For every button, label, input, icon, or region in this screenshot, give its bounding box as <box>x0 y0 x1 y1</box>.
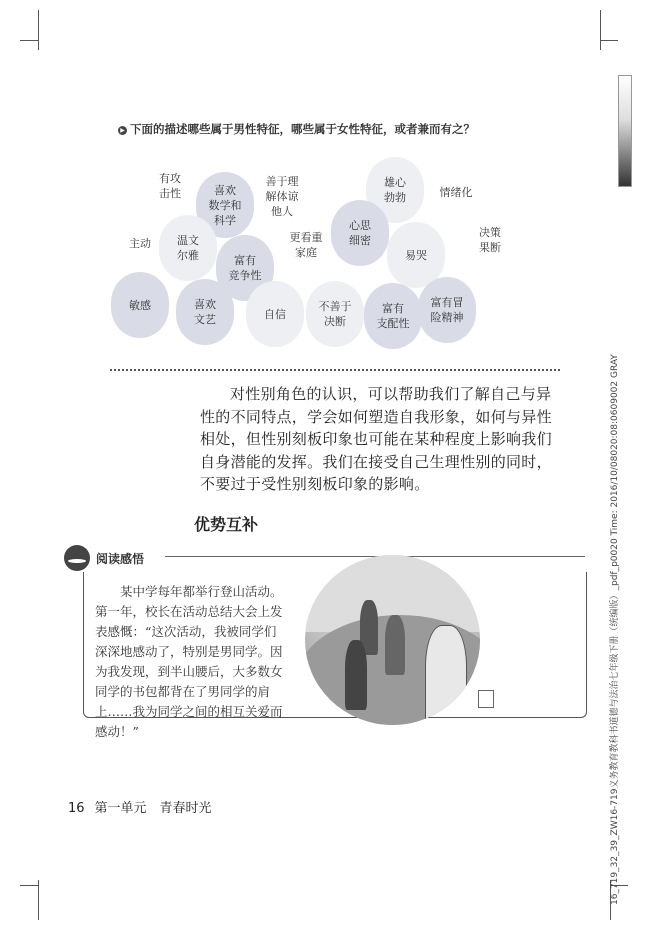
question-text: 下面的描述哪些属于男性特征，哪些属于女性特征，或者兼而有之？ <box>130 122 475 136</box>
trait-balloon <box>306 281 364 347</box>
reading-logo-icon <box>64 545 90 571</box>
page-footer <box>68 797 212 816</box>
trait-label: 情绪化 <box>439 185 473 199</box>
trait-balloon <box>331 200 389 266</box>
trait-label: 更看重 家庭 <box>289 231 323 259</box>
crop-mark <box>600 40 618 41</box>
trait-label: 自信 <box>264 307 286 321</box>
trait-label: 主动 <box>129 236 151 250</box>
cup-illustration <box>478 690 494 708</box>
print-side-note: 16_719_32_39_ZW16-719义务教育教科书道德与法治七年级下册（统编版）_pdf_p0020 Time: 2016/10/08020:08:0609002 GRAY <box>610 354 620 905</box>
trait-balloon <box>246 281 304 347</box>
trait-balloon <box>364 283 422 349</box>
crop-mark <box>600 10 601 50</box>
trait-label: 雄心 勃勃 <box>384 176 406 204</box>
trait-balloon <box>176 279 234 345</box>
trait-label: 富有 支配性 <box>376 302 410 330</box>
reading-header <box>64 545 144 571</box>
trait-label: 决策 果断 <box>479 226 501 254</box>
reading-text: 某中学每年都举行登山活动。第一年，校长在活动总结大会上发表感慨：“这次活动，我被同学们深深地感动了，特别是男同学。因为我发现，到半山腰后，大多数女同学的书包都背在了男同学的肩上……我为同学之间的相互关爱而感动！” <box>95 584 283 739</box>
page-number: 16 <box>68 801 85 816</box>
trait-label: 富有 竞争性 <box>228 254 262 282</box>
question <box>118 121 475 137</box>
crop-mark <box>38 880 39 920</box>
trait-balloon <box>461 207 519 273</box>
trait-label: 有攻 击性 <box>159 172 181 200</box>
trait-label: 敏感 <box>129 298 151 312</box>
trait-label: 温文 尔雅 <box>177 234 199 262</box>
crop-mark <box>20 885 38 886</box>
play-bullet-icon: ▶ <box>118 126 127 135</box>
section-heading: 优势互补 <box>194 515 259 534</box>
reading-title: 阅读感悟 <box>96 551 145 566</box>
trait-balloon <box>141 153 199 219</box>
crop-mark <box>38 10 39 50</box>
trait-label: 喜欢 文艺 <box>194 298 216 326</box>
trait-label: 不善于 决断 <box>318 300 352 328</box>
body-paragraph: 对性别角色的认识，可以帮助我们了解自己与异性的不同特点，学会如何塑造自我形象，如何与异性相处，但性别刻板印象也可能在某种程度上影响我们自身潜能的发挥。我们在接受自己生理性别的同时，不要过于受性别刻板印象的影响。 <box>200 385 552 493</box>
hiking-illustration <box>305 555 480 725</box>
trait-balloon <box>111 272 169 338</box>
grayscale-bar <box>618 75 632 187</box>
trait-label: 富有冒 险精神 <box>430 296 464 324</box>
trait-label: 易哭 <box>405 248 427 262</box>
crop-mark <box>20 40 38 41</box>
trait-label: 喜欢 数学和 科学 <box>208 183 242 227</box>
chapter-title: 第一单元 青春时光 <box>94 801 212 816</box>
trait-label: 心思 细密 <box>349 219 371 247</box>
dotted-divider <box>110 369 560 371</box>
trait-balloon <box>277 212 335 278</box>
trait-label: 善于理 解体谅 他人 <box>265 174 299 218</box>
trait-balloon <box>159 215 217 281</box>
trait-balloon <box>418 277 476 343</box>
